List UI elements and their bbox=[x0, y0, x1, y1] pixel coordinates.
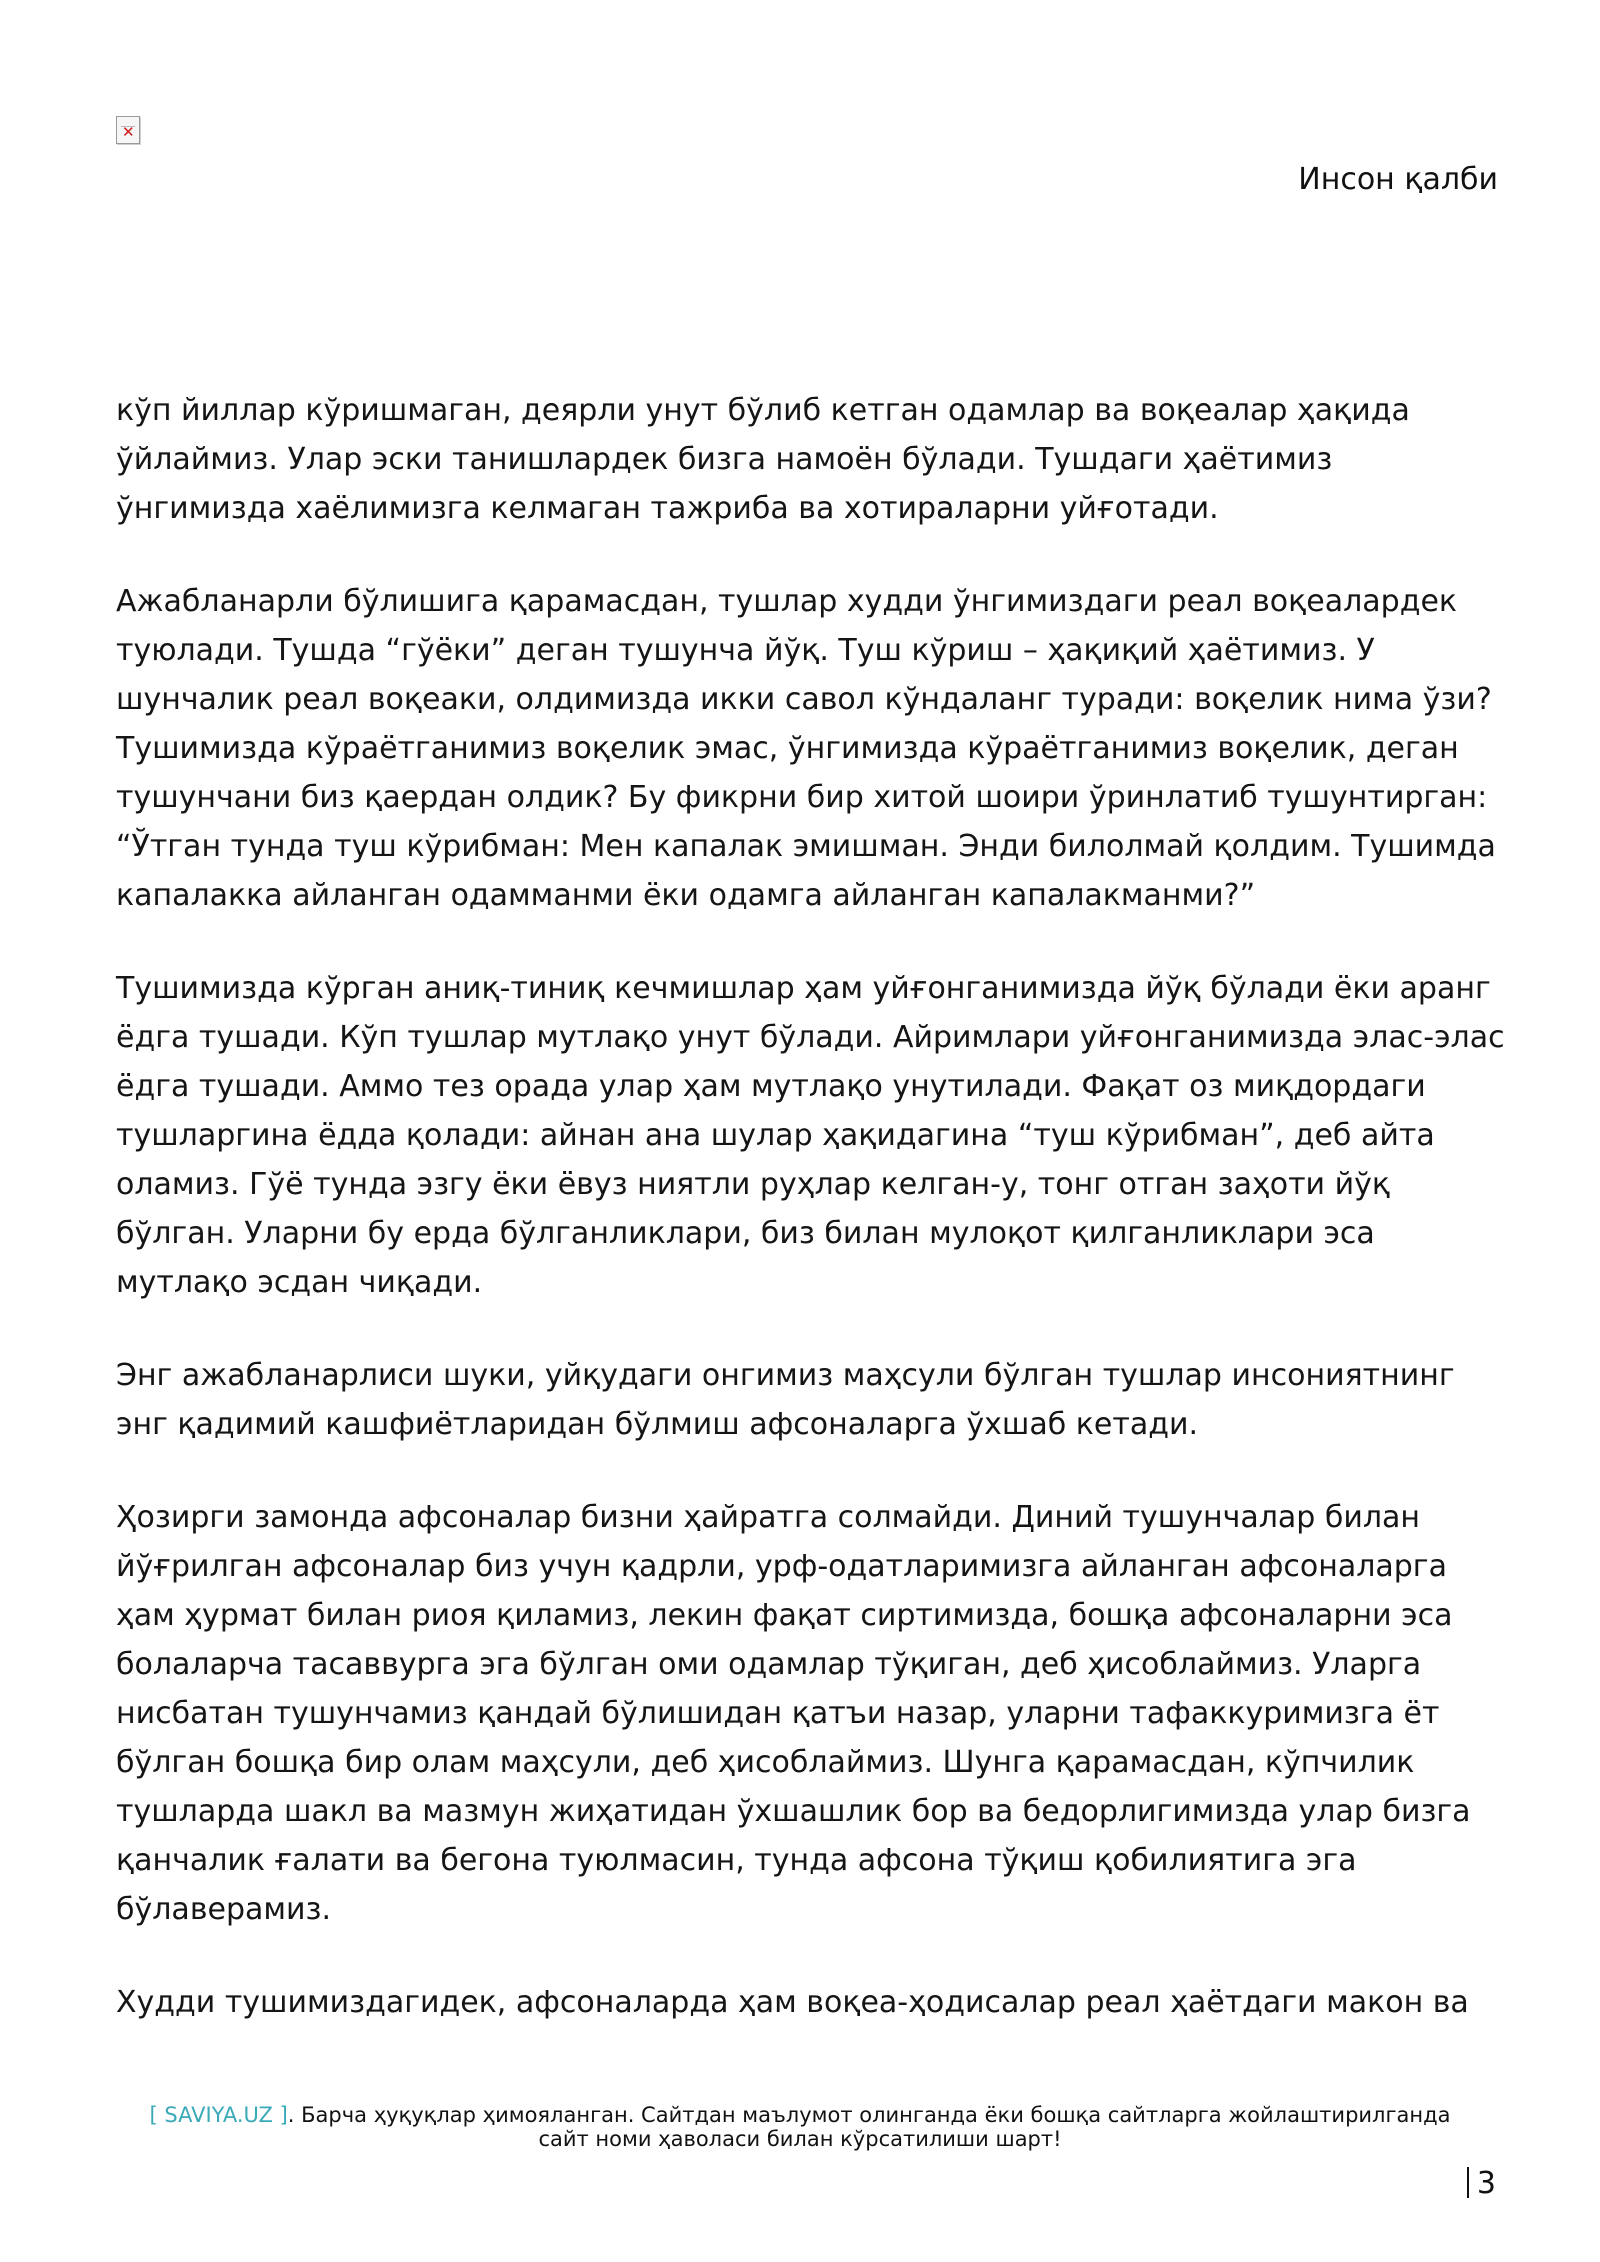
paragraph: Худди тушимиздагидек, афсоналарда ҳам воқеа-ҳодисалар реал ҳаётдаги макон ва bbox=[116, 1985, 1469, 2020]
broken-image-icon: ✕ bbox=[116, 116, 140, 144]
footer-notice-line1: . Барча ҳуқуқлар ҳимояланган. Сайтдан маълумот олинганда ёки бошқа сайтларга жойлаштирилганда bbox=[287, 2103, 1451, 2127]
paragraph: Тушимизда кўрган аниқ-тиниқ кечмишлар ҳам уйғонганимизда йўқ бўлади ёки аранг ёдга тушади. Кўп тушлар мутлақо унут бўлади. Айримлари уйғонганимизда элас-элас ёдга тушади. Аммо тез орада улар ҳам мутлақо унутилади. Фақат оз миқдордаги тушларгина ёдда қолади: айнан ана шулар ҳақидагина “туш кўрибман”, деб айта оламиз. Гўё тунда эзгу ёки ёвуз ниятли руҳлар келган-у, тонг отган заҳоти йўқ бўлган. Уларни бу ерда бўлганликлари, биз билан мулоқот қилганликлари эса мутлақо эсдан чиқади. bbox=[116, 971, 1505, 1300]
document-body bbox=[116, 386, 1506, 2071]
paragraph: Энг ажабланарлиси шуки, уйқудаги онгимиз маҳсули бўлган тушлар инсониятнинг энг қадимий кашфиётларидан бўлмиш афсоналарга ўхшаб кетади. bbox=[116, 1358, 1455, 1442]
paragraph: кўп йиллар кўришмаган, деярли унут бўлиб кетган одамлар ва воқеалар ҳақида ўйлаймиз. Улар эски танишлардек бизга намоён бўлади. Тушдаги ҳаётимиз ўнгимизда хаёлимизга келмаган тажриба ва хотираларни уйғотади. bbox=[116, 393, 1410, 526]
paragraph: Ажабланарли бўлишига қарамасдан, тушлар худди ўнгимиздаги реал воқеалардек туюлади. Тушда “гўёки” деган тушунча йўқ. Туш кўриш – ҳақиқий ҳаётимиз. У шунчалик реал воқеаки, олдимизда икки савол кўндаланг туради: воқелик нима ўзи? Тушимизда кўраётганимиз воқелик эмас, ўнгимизда кўраётганимиз воқелик, деган тушунчани биз қаердан олдик? Бу фикрни бир хитой шоири ўринлатиб тушунтирган: “Ўтган тунда туш кўрибман: Мен капалак эмишман. Энди билолмай қолдим. Тушимда капалакка айланган одамманми ёки одамга айланган капалакманми?” bbox=[116, 584, 1496, 913]
footer-notice-line2: сайт номи ҳаволаси билан кўрсатилиши шарт! bbox=[538, 2127, 1062, 2151]
footer-copyright-notice bbox=[60, 2103, 1540, 2151]
running-header-title: Инсон қалби bbox=[1298, 162, 1498, 197]
paragraph: Ҳозирги замонда афсоналар бизни ҳайратга солмайди. Диний тушунчалар билан йўғрилган афсоналар биз учун қадрли, урф-одатларимизга айланган афсоналарга ҳам ҳурмат билан риоя қиламиз, лекин фақат сиртимизда, бошқа афсоналарни эса болаларча тасаввурга эга бўлган оми одамлар тўқиган, деб ҳисоблаймиз. Уларга нисбатан тушунчамиз қандай бўлишидан қатъи назар, уларни тафаккуримизга ёт бўлган бошқа бир олам маҳсули, деб ҳисоблаймиз. Шунга қарамасдан, кўпчилик тушларда шакл ва мазмун жиҳатидан ўхшашлик бор ва бедорлигимизда улар бизга қанчалик ғалати ва бегона туюлмасин, тунда афсона тўқиш қобилиятига эга бўлаверамиз. bbox=[116, 1500, 1471, 1927]
page-number-divider bbox=[1467, 2167, 1469, 2198]
page-number bbox=[1467, 2164, 1496, 2204]
page-number-value: 3 bbox=[1476, 2166, 1496, 2201]
site-link[interactable]: [ SAVIYA.UZ ] bbox=[149, 2103, 288, 2127]
